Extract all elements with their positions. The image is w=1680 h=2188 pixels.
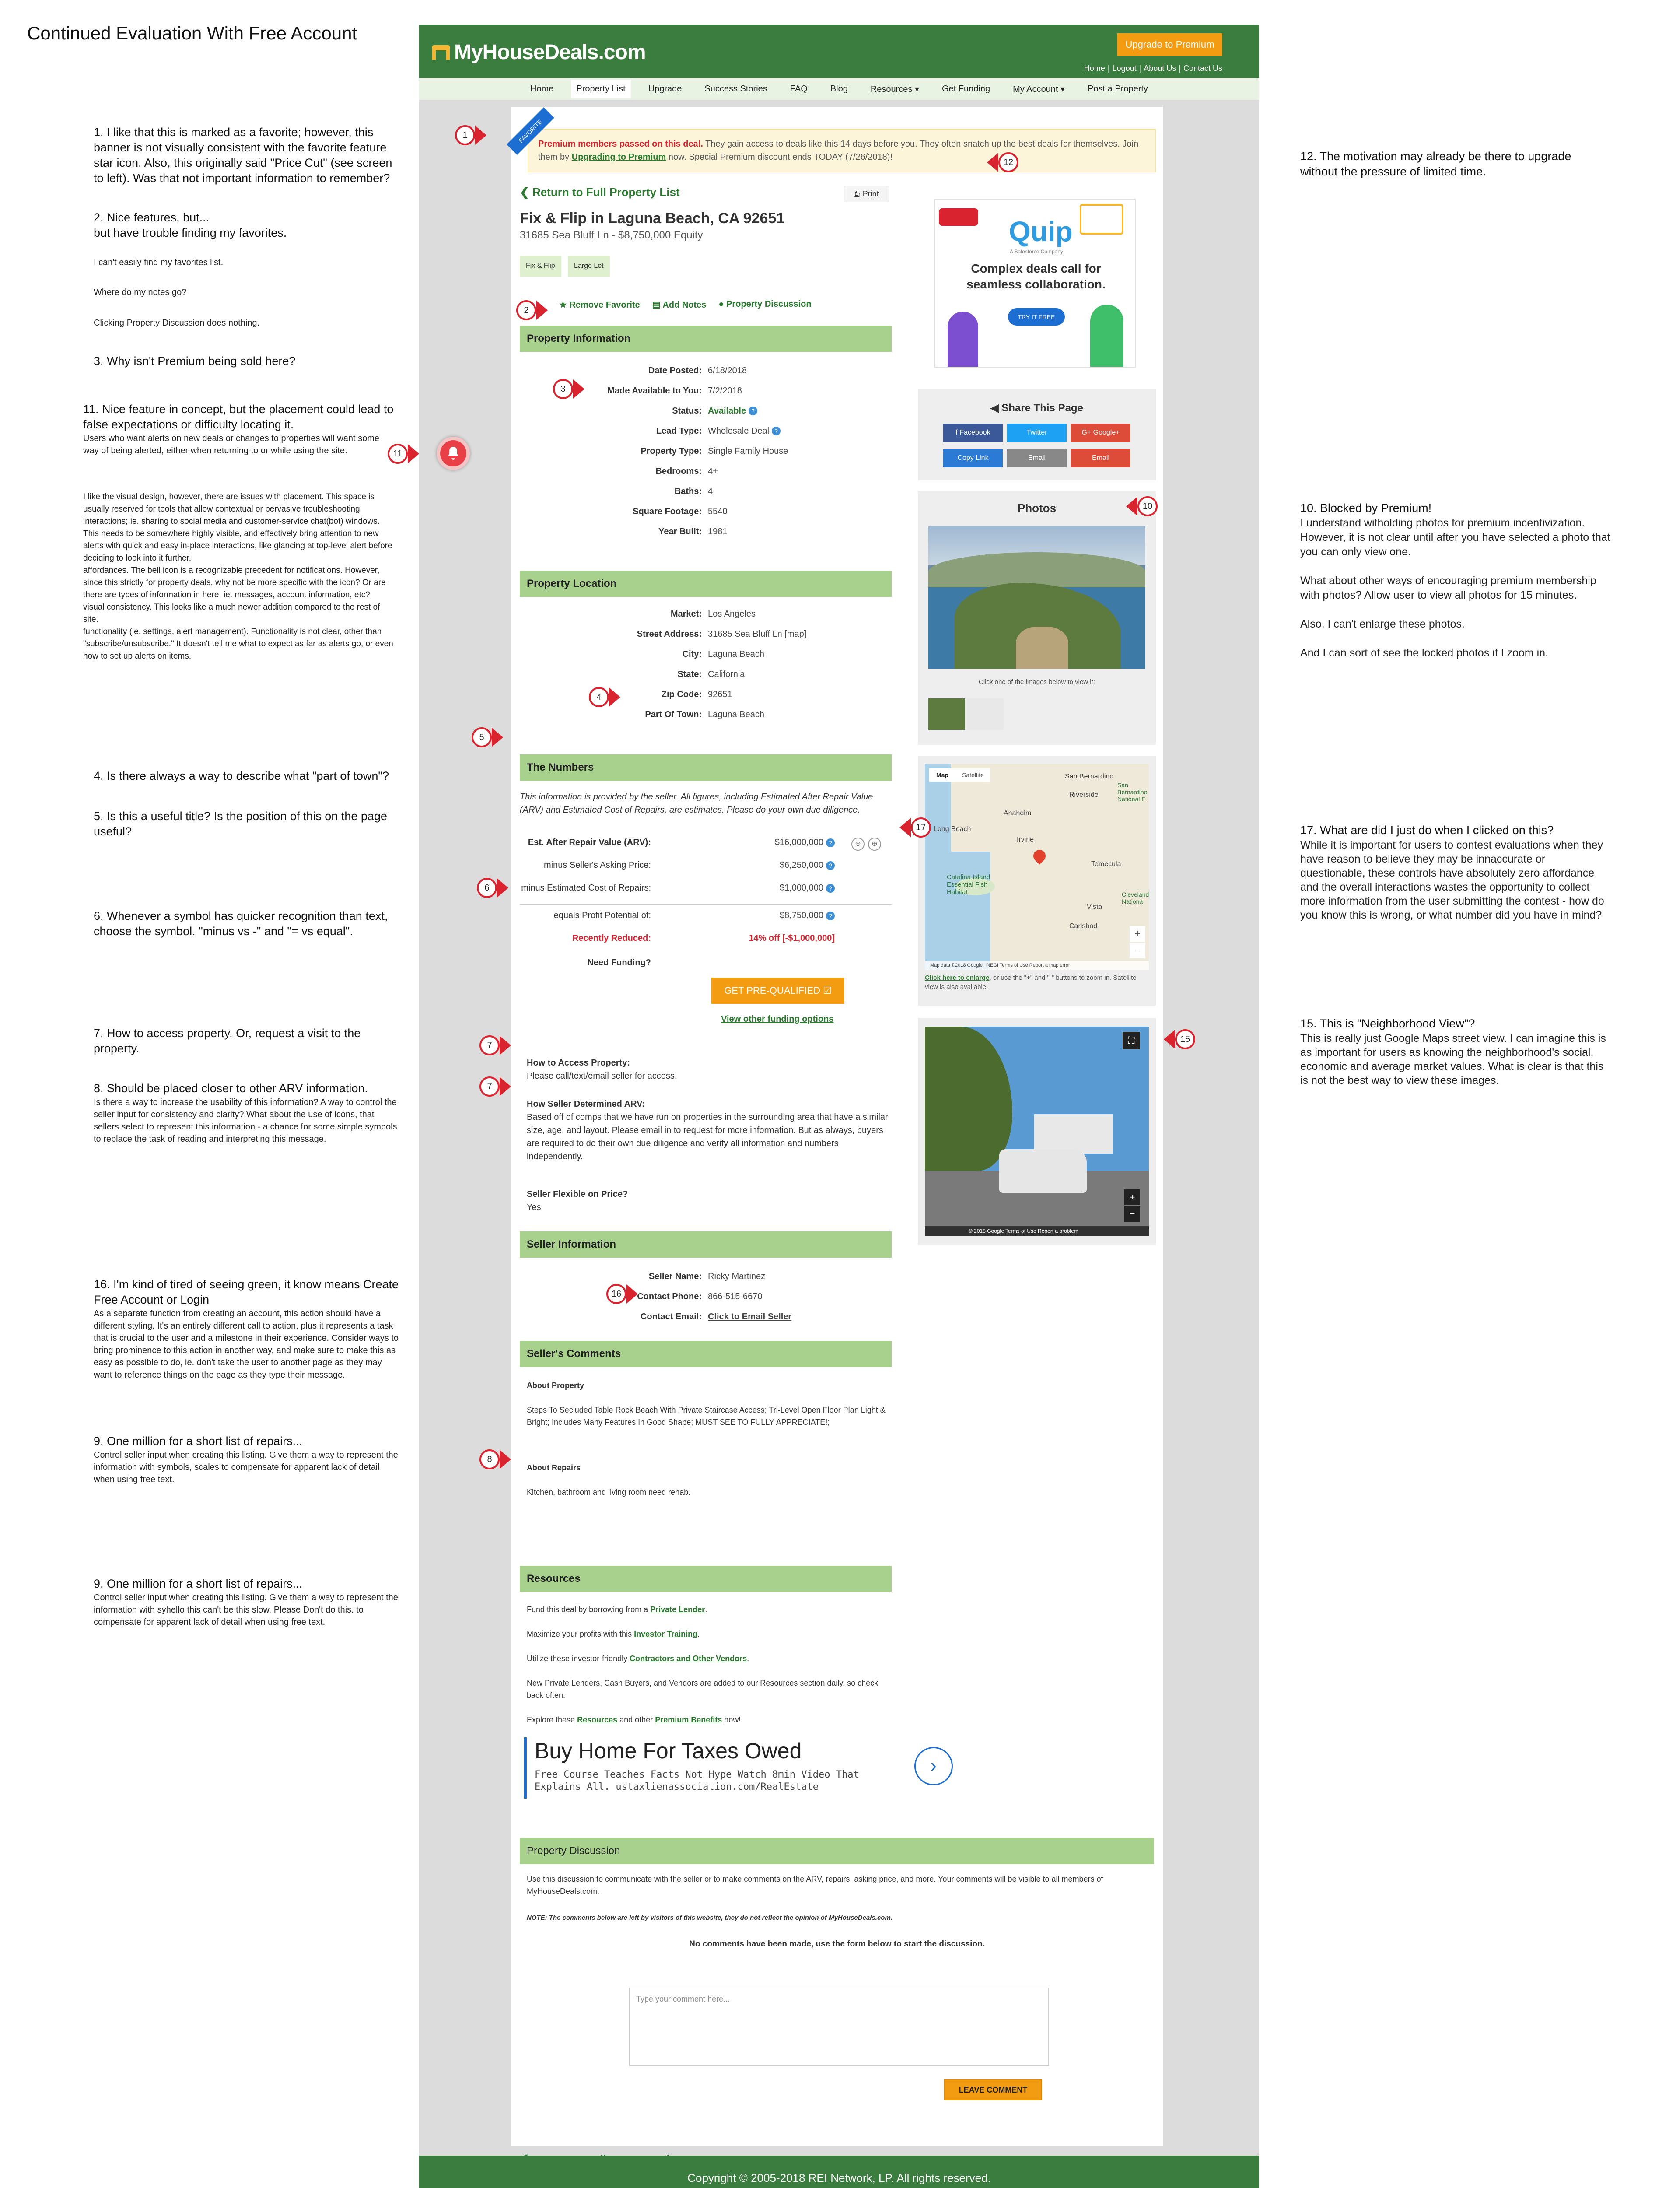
map-label: Anaheim: [1004, 810, 1032, 817]
funding-options-link[interactable]: View other funding options: [721, 1014, 834, 1024]
bell-icon[interactable]: [437, 437, 470, 470]
sv-house: [1034, 1114, 1113, 1154]
person-illustration: [948, 312, 978, 367]
email-seller-link[interactable]: Click to Email Seller: [708, 1311, 792, 1322]
main-nav: [419, 78, 1259, 100]
ad-arrow-icon: ›: [914, 1747, 953, 1785]
thumbs-down-icon[interactable]: ⊖: [851, 838, 864, 851]
note-15: 15. This is "Neighborhood View"? This is really just Google Maps street view. I can imagine this is as important for users as knowing the neighborhood's social, economic and average market values. What is clear is that this is not the best way to view these images.: [1300, 1017, 1606, 1087]
property-title: Fix & Flip in Laguna Beach, CA 92651: [520, 210, 785, 227]
note-11: 11. Nice feature in concept, but the placement could lead to false expectations or difficulty locating it. Users who want alerts on new deals or changes to properties will want some way of being alerted, either when returning to or while using the site.: [83, 403, 394, 456]
thumbs-up-icon[interactable]: ⊕: [868, 838, 881, 851]
marker-8: 8: [480, 1449, 511, 1469]
nav-property-list[interactable]: Property List: [571, 80, 630, 98]
person-illustration: [1090, 305, 1124, 367]
numbers-row: Est. After Repair Value (ARV): $16,000,000 ?: [520, 836, 892, 849]
map-label: Temecula: [1091, 860, 1121, 868]
numbers-table: [520, 836, 892, 979]
resources-link[interactable]: Resources: [577, 1715, 618, 1724]
top-link-contact[interactable]: Contact Us: [1183, 64, 1222, 73]
numbers-row: Need Funding?: [587, 958, 651, 968]
note-12: 12. The motivation may already be there to upgrade without the pressure of limited time.: [1300, 150, 1572, 178]
print-button[interactable]: ⎙ Print: [844, 186, 889, 202]
map-tab-satellite[interactable]: Satellite: [956, 768, 990, 782]
ad-body: Free Course Teaches Facts Not Hype Watch 8min Video That Explains All. ustaxlienassociation.com/RealEstate: [535, 1769, 859, 1792]
location-row: Street Address: 31685 Sea Bluff Ln [map]: [637, 629, 807, 639]
info-row: Baths: 4: [674, 486, 713, 496]
map-label: Irvine: [1017, 836, 1034, 843]
note-11-detail: I like the visual design, however, there are issues with placement. This space is usually reserved for tools that allow contextual or pervasive troubleshooting interactions; ie. sharing to social media and customer-service chat(bot) windows. This needs to be somewhere highly visible, and effectively bring attention to new alerts with quick and easy in-place interactions, like glancing at top-level alert before deciding to look into it further. affordances. The bell icon is a recognizable precedent for notifications. However, since this strictly for property deals, why not be more specific with the icon? Or are there are types of information in here, ie. messages, account information, etc? visual consistency. This looks like a much newer addition compared to the rest of site. functionality (ie. settings, alert management). Functionality is not clear, other than "subscribe/unsubscribe." It doesn't tell me what to expect as far as alerts go, or even how to set up alerts on items.: [83, 492, 393, 661]
marker-1: 1: [455, 125, 486, 145]
share-panel: ◀ Share This Page f Facebook Twitter G+ Google+ Copy Link Email Email: [918, 389, 1156, 480]
top-link-logout[interactable]: Logout: [1112, 64, 1137, 73]
street-view-panel: [918, 1018, 1156, 1245]
help-icon[interactable]: ?: [826, 884, 835, 893]
help-icon[interactable]: ?: [772, 427, 780, 435]
info-row: Lead Type: Wholesale Deal ?: [520, 421, 892, 441]
nav-success-stories[interactable]: Success Stories: [704, 84, 767, 94]
map-tab-map[interactable]: Map: [929, 768, 956, 782]
nav-faq[interactable]: FAQ: [790, 84, 808, 94]
enlarge-map-link[interactable]: Click here to enlarge: [925, 974, 990, 982]
marker-2: 2: [516, 300, 548, 320]
note-10: 10. Blocked by Premium! I understand witholding photos for premium incentivization. However, it is not clear until after you have selected a photo that you can only view one. What about other ways of encouraging premium membership with photos? Allow user to view all photos for 15 minutes. Also, I can't enlarge these photos. And I can sort of see the locked photos if I zoom in.: [1300, 501, 1610, 659]
tag-fix-flip: Fix & Flip: [520, 256, 561, 277]
about-property: About Property Steps To Secluded Table Rock Beach With Private Staircase Access; Tri-Level Open Floor Plan Light & Bright; Includes Many Features In Good Shape; MUST SEE TO FULLY APPRECIATE!;: [527, 1381, 886, 1427]
sv-van: [999, 1149, 1087, 1193]
nav-blog[interactable]: Blog: [830, 84, 848, 94]
help-icon[interactable]: ?: [826, 861, 835, 870]
map-label: San Bernardino: [1065, 773, 1114, 780]
location-row: City: Laguna Beach: [682, 649, 765, 659]
note-17: 17. What are did I just do when I clicked on this? While it is important for users to contest evaluations when they have reason to believe they may be innaccurate or questionable, these controls have absolutely zero affordance and the overall interactions wastes the opportunity to collect more information from the user submitting the contest - how do you know this is wrong, or what number did you have in mind?: [1300, 824, 1604, 921]
premium-notice: Premium members passed on this deal. They gain access to deals like this 14 days before you. They often snatch up the best deals for themselves. Join them by Upgrading to Premium now. Special Premium discount ends TODAY (7/26/2018)!: [528, 129, 1156, 172]
section-the-numbers: The Numbers: [520, 754, 892, 781]
marker-16: 16: [606, 1284, 638, 1304]
photo-thumbnail[interactable]: [928, 698, 965, 730]
location-row: Part Of Town: Laguna Beach: [645, 709, 765, 719]
share-facebook-button[interactable]: f Facebook: [943, 424, 1003, 442]
share-google-button[interactable]: G+ Google+: [1071, 424, 1130, 442]
ad-title: Buy Home For Taxes Owed: [535, 1739, 802, 1763]
note-3: 3. Why isn't Premium being sold here?: [94, 354, 296, 368]
numbers-row: minus Seller's Asking Price: $6,250,000 ?: [520, 859, 892, 872]
marker-11: 11: [388, 444, 419, 464]
sv-zoom-out[interactable]: −: [1124, 1206, 1140, 1222]
info-row: Property Type: Single Family House: [640, 446, 788, 456]
property-location-table: [520, 604, 892, 725]
marker-15: 15: [1164, 1029, 1195, 1049]
add-notes-button[interactable]: ▤ Add Notes: [652, 300, 707, 310]
seller-flexible: Seller Flexible on Price? Yes: [527, 1189, 628, 1212]
note-6: 6. Whenever a symbol has quicker recognition than text, choose the symbol. "minus vs -" and "= vs equal".: [94, 909, 388, 938]
leave-comment-button[interactable]: LEAVE COMMENT: [944, 2079, 1042, 2100]
help-icon[interactable]: ?: [826, 838, 835, 847]
seller-row: Contact Email: Click to Email Seller: [640, 1311, 792, 1322]
zoom-out-button[interactable]: −: [1130, 943, 1145, 958]
map-label: Cleveland Nationa: [1122, 891, 1149, 905]
nav-resources[interactable]: Resources ▾: [870, 84, 920, 94]
upgrade-link[interactable]: Upgrading to Premium: [571, 152, 666, 162]
share-email-button[interactable]: Email: [1007, 449, 1067, 467]
copy-link-button[interactable]: Copy Link: [943, 449, 1003, 467]
property-photo[interactable]: [928, 526, 1145, 669]
print-icon: ⎙: [854, 189, 860, 198]
premium-benefits-link[interactable]: Premium Benefits: [655, 1715, 722, 1724]
fullscreen-icon[interactable]: ⛶: [1123, 1032, 1140, 1049]
note-7: 7. How to access property. Or, request a visit to the property.: [94, 1027, 361, 1055]
remove-favorite-button[interactable]: ★ Remove Favorite: [559, 300, 640, 310]
map-label: Carlsbad: [1069, 922, 1098, 930]
contractors-link[interactable]: Contractors and Other Vendors: [630, 1654, 747, 1663]
photo-rock: [1016, 627, 1068, 669]
tag-large-lot: Large Lot: [568, 256, 610, 277]
return-to-list-link[interactable]: ❮ Return to Full Property List: [520, 186, 680, 199]
quip-decoration: [939, 208, 978, 226]
resources-list: Fund this deal by borrowing from a Private Lender. Maximize your profits with this Investor Training. Utilize these investor-friendly Contractors and Other Vendors. New Private Lenders, Cash Buyers, and Vendors are added to our Resources section daily, so check back often. Explore these Resources and other Premium Benefits now!: [527, 1605, 878, 1724]
property-page: [511, 107, 1163, 2146]
top-link-about[interactable]: About Us: [1144, 64, 1176, 73]
map-attribution: Map data ©2018 Google, INEGI Terms of Use Report a map error: [925, 961, 1149, 970]
help-icon[interactable]: ?: [749, 407, 757, 415]
info-row: Made Available to You: 7/2/2018: [607, 386, 742, 396]
numbers-intro: This information is provided by the seller. All figures, including Estimated After Repair Value (ARV) and Estimated Cost of Repairs, are estimates. Please do your own due diligence.: [520, 792, 873, 815]
investor-training-link[interactable]: Investor Training: [634, 1630, 698, 1638]
info-row: Square Footage: 5540: [633, 506, 728, 516]
marker-7a: 7: [480, 1035, 511, 1055]
zoom-in-button[interactable]: +: [1130, 926, 1145, 942]
info-row: Year Built: 1981: [658, 526, 728, 536]
arv-method: How Seller Determined ARV: Based off of comps that we have run on properties in the surrounding area that have a similar size, age, and layout. Please email in to request for more information. But as always, buyers are required to do their own due diligence and verify all information and numbers independently.: [527, 1099, 888, 1161]
upgrade-premium-button[interactable]: Upgrade to Premium: [1117, 33, 1222, 56]
comment-input[interactable]: Type your comment here...: [629, 1988, 1049, 2066]
section-property-location: Property Location: [520, 571, 892, 597]
info-row: Status: Available ?: [520, 401, 892, 421]
get-prequalified-button[interactable]: GET PRE-QUALIFIED ☑: [711, 978, 844, 1004]
note-5: 5. Is this a useful title? Is the position of this on the page useful?: [94, 810, 387, 838]
nav-home[interactable]: Home: [530, 84, 554, 94]
site-footer: Copyright © 2005-2018 REI Network, LP. All rights reserved.: [419, 2156, 1259, 2188]
marker-4: 4: [589, 687, 620, 707]
location-row: Zip Code: 92651: [661, 689, 732, 699]
sv-attribution: © 2018 Google Terms of Use Report a problem: [925, 1226, 1149, 1236]
marker-10: 10: [1126, 496, 1158, 516]
section-property-information: Property Information: [520, 326, 892, 352]
map-label: Long Beach: [934, 825, 971, 833]
map-label: Riverside: [1069, 791, 1099, 799]
note-2-discussion: Clicking Property Discussion does nothing.: [94, 318, 260, 328]
map-label: Catalina Island Essential Fish Habitat: [947, 873, 990, 896]
discussion-text: Use this discussion to communicate with the seller or to make comments on the ARV, repairs, asking price, and more. Your comments will be visible to all members of MyHouseDeals.com.: [527, 1875, 1103, 1896]
location-row: Market: Los Angeles: [670, 609, 756, 619]
info-row: Date Posted: 6/18/2018: [648, 365, 747, 375]
location-row: State: California: [677, 669, 745, 679]
quip-try-button[interactable]: TRY IT FREE: [1008, 308, 1065, 326]
map-panel: [918, 756, 1156, 1006]
nav-post-property[interactable]: Post a Property: [1088, 84, 1148, 94]
property-actions: [559, 299, 812, 310]
top-link-home[interactable]: Home: [1084, 64, 1105, 73]
seller-row: Contact Phone: 866-515-6670: [637, 1291, 763, 1301]
note-2-favorites: I can't easily find my favorites list.: [94, 258, 224, 267]
site-screenshot: [419, 25, 1259, 2188]
note-9b: 9. One million for a short list of repairs... Control seller input when creating this listing. Give them a way to represent the information with syhello this can't be this slow. Please Don't do this. to compensate for apparent lack of detail when using free text.: [94, 1577, 398, 1627]
marker-5: 5: [472, 727, 503, 747]
note-2: 2. Nice features, but... but have trouble finding my favorites.: [94, 211, 287, 239]
share-gmail-button[interactable]: Email: [1071, 449, 1130, 467]
street-view[interactable]: [925, 1027, 1149, 1236]
no-comments: No comments have been made, use the form below to start the discussion.: [689, 1939, 985, 1949]
note-9a: 9. One million for a short list of repairs... Control seller input when creating this listing. Give them a way to represent the information with symbols, scales to compensate for apparent lack of detail when using free text.: [94, 1434, 398, 1484]
property-discussion-button[interactable]: ● Property Discussion: [718, 299, 812, 309]
note-2-notes: Where do my notes go?: [94, 288, 187, 297]
nav-my-account[interactable]: My Account ▾: [1013, 84, 1065, 94]
site-logo[interactable]: MyHouseDeals.com: [432, 40, 646, 64]
nav-upgrade[interactable]: Upgrade: [648, 84, 682, 94]
map-label: San Bernardino National F: [1117, 782, 1148, 803]
section-seller-comments: Seller's Comments: [520, 1341, 892, 1367]
about-repairs: About Repairs Kitchen, bathroom and living room need rehab.: [527, 1463, 691, 1497]
section-seller-information: Seller Information: [520, 1231, 892, 1258]
sv-tree: [925, 1027, 1012, 1171]
marker-7b: 7: [480, 1076, 511, 1097]
nav-get-funding[interactable]: Get Funding: [942, 84, 990, 94]
section-property-discussion: Property Discussion: [520, 1838, 1154, 1864]
numbers-row: Recently Reduced: 14% off [-$1,000,000]: [572, 933, 835, 943]
access-property: How to Access Property: Please call/text/email seller for access.: [527, 1058, 677, 1081]
map-view[interactable]: [925, 764, 1149, 970]
marker-3: 3: [553, 379, 584, 399]
quip-decoration-yellow: [1080, 204, 1124, 235]
discussion-note: NOTE: The comments below are left by visitors of this website, they do not reflect the opinion of MyHouseDeals.com.: [527, 1914, 892, 1922]
quip-ad[interactable]: Quip A Salesforce Company Complex deals call for seamless collaboration. TRY IT FREE: [934, 199, 1136, 368]
marker-6: 6: [477, 878, 508, 898]
house-icon: [432, 45, 450, 60]
ad-banner[interactable]: [524, 1737, 962, 1799]
section-resources: Resources: [520, 1566, 892, 1592]
numbers-row: minus Estimated Cost of Repairs: $1,000,000 ?: [520, 881, 892, 894]
note-4: 4. Is there always a way to describe what "part of town"?: [94, 769, 389, 782]
private-lender-link[interactable]: Private Lender: [650, 1605, 705, 1614]
note-16: 16. I'm kind of tired of seeing green, it know means Create Free Account or Login As a separate function from creating an account, this action should have a different styling. It's an entirely different call to action, plus it represents a task that is crucial to the user and a milestone in their experience. Consider ways to bring prominence to this action in another way, and make sure to make this as easy as possible to do, ie. don't take the user to another page as they may want to reference things on the page as they type their message.: [94, 1278, 399, 1380]
photo-thumbnail-locked[interactable]: [967, 698, 1004, 730]
favorite-ribbon: FAVORITE: [507, 107, 554, 155]
top-links: Home | Logout | About Us | Contact Us: [1084, 64, 1222, 73]
info-row: Bedrooms: 4+: [655, 466, 718, 476]
note-8: 8. Should be placed closer to other ARV information. Is there a way to increase the usability of this information? A way to control the seller input for consistency and clarity? What about the use of icons, that sellers select to represent this information - a chance for some simple symbols to replace the task of reading and interpreting this message.: [94, 1082, 397, 1144]
map-label: Vista: [1087, 903, 1102, 911]
help-icon[interactable]: ?: [826, 912, 835, 920]
photos-panel: Photos Click one of the images below to view it:: [918, 491, 1156, 745]
seller-row: Seller Name: Ricky Martinez: [648, 1271, 766, 1281]
numbers-row: equals Profit Potential of: $8,750,000 ?: [520, 904, 892, 922]
note-1: 1. I like that this is marked as a favorite; however, this banner is not visually consistent with the favorite feature star icon. Also, this originally said "Price Cut" (see screen to left). Was that not important information to remember?: [94, 126, 392, 185]
page-title: Continued Evaluation With Free Account: [27, 23, 357, 43]
marker-17: 17: [900, 817, 931, 838]
share-twitter-button[interactable]: Twitter: [1007, 424, 1067, 442]
site-header: [419, 25, 1259, 78]
marker-12: 12: [987, 152, 1018, 172]
sv-zoom-in[interactable]: +: [1124, 1189, 1140, 1205]
seller-table: [520, 1266, 892, 1327]
property-subtitle: 31685 Sea Bluff Ln - $8,750,000 Equity: [520, 229, 703, 241]
map-note: Click here to enlarge, or use the "+" and "-" buttons to zoom in. Satellite view is also available.: [925, 974, 1137, 991]
